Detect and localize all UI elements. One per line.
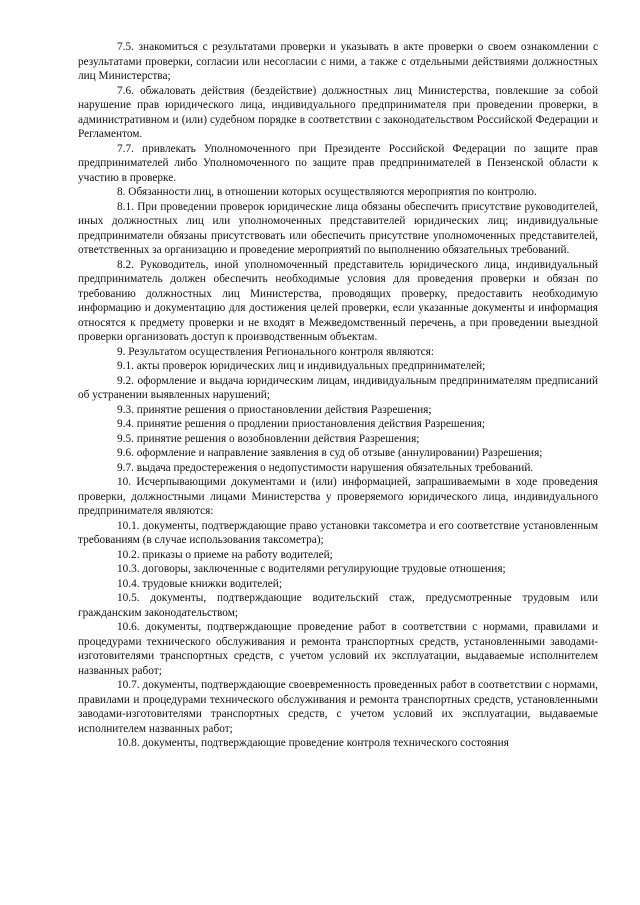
paragraph-10-7: 10.7. документы, подтверждающие своевременность проведенных работ в соответствии с нормами, правилами и процедурами технического обслуживания и ремонта транспортных средств, установленными заводами-изготовителями транспортных средств, с учетом условий их эксплуатации, выдаваемые исполнителем названных работ; [78,679,598,735]
paragraph-10-3: 10.3. договоры, заключенные с водителями регулирующие трудовые отношения; [117,563,506,575]
paragraph-9-2: 9.2. оформление и выдача юридическим лицам, индивидуальным предпринимателям предписаний об устранении выявленных нарушений; [78,374,598,401]
paragraph-9-1: 9.1. акты проверок юридических лиц и индивидуальных предпринимателей; [117,360,486,372]
paragraph-7-7: 7.7. привлекать Уполномоченного при Президенте Российской Федерации по защите прав предпринимателей либо Уполномоченного по защите прав предпринимателей в Пензенской области к участию в проверке. [78,142,598,184]
paragraph-9-6: 9.6. оформление и направление заявления в суд об отзыве (аннулировании) Разрешения; [117,447,543,459]
paragraph-10-6: 10.6. документы, подтверждающие проведение работ в соответствии с нормами, правилами и процедурами технического обслуживания и ремонта транспортных средств, установленными заводами-изготовителями транспортных средств, с учетом условий их эксплуатации, выдаваемые исполнителем названных работ; [78,621,598,677]
paragraph-10: 10. Исчерпывающими документами и (или) информацией, запрашиваемыми в ходе проведения проверки, должностными лицами Министерства у проверяемого юридического лица, индивидуального предпринимателя являются: [78,476,598,517]
paragraph-10-5: 10.5. документы, подтверждающие водительский стаж, предусмотренные трудовым или гражданским законодательством; [78,592,598,619]
paragraph-8: 8. Обязанности лиц, в отношении которых осуществляются мероприятия по контролю. [117,186,537,198]
paragraph-9-4: 9.4. принятие решения о продлении приостановления действия Разрешения; [117,418,486,430]
paragraph-10-2: 10.2. приказы о приеме на работу водителей; [117,548,333,561]
paragraph-8-1: 8.1. При проведении проверок юридические лица обязаны обеспечить присутствие руководителей, иных должностных лиц или уполномоченных представителей юридических лиц; индивидуальные предприниматели обязаны присутствовать или обеспечить присутствие уполномоченных представителей, ответственных за организацию и проведение мероприятий по выполнению обязательных требований. [78,200,598,256]
paragraph-9-3: 9.3. принятие решения о приостановлении действия Разрешения; [117,403,432,416]
paragraph-9-7: 9.7. выдача предостережения о недопустимости нарушения обязательных требований. [117,461,534,474]
paragraph-10-1: 10.1. документы, подтверждающие право установки таксометра и его соответствие установленным требованиям (в случае использования таксометра); [78,519,598,546]
paragraph-8-2: 8.2. Руководитель, иной уполномоченный представитель юридического лица, индивидуальный предприниматель должен обеспечить необходимые условия для проведения проверки и обязан по требованию должностных лиц Министерства, проводящих проверку, предоставить необходимую информацию и документацию для достижения целей проверки, если указанные документы и информация относятся к предмету проверки и не входят в Межведомственный перечень, а при проведении выездной проверки организовать доступ к производственным объектам. [78,258,598,343]
paragraph-9-5: 9.5. принятие решения о возобновлении действия Разрешения; [117,432,420,445]
paragraph-10-4: 10.4. трудовые книжки водителей; [117,577,282,590]
paragraph-9: 9. Результатом осуществления Регионального контроля являются: [117,345,435,358]
paragraph-7-6: 7.6. обжаловать действия (бездействие) должностных лиц Министерства, повлекшие за собой нарушение прав юридического лица, индивидуального предпринимателя при проведении проверки, в административном и (или) судебном порядке в соответствии с законодательством Российской Федерации и Регламентом. [78,84,598,140]
paragraph-10-8: 10.8. документы, подтверждающие проведение контроля технического состояния [117,737,509,749]
paragraph-7-5: 7.5. знакомиться с результатами проверки и указывать в акте проверки о своем ознакомлении с результатами проверки, согласии или несогласии с ними, а также с отдельными действиями должностных лиц Министерства; [78,41,598,82]
